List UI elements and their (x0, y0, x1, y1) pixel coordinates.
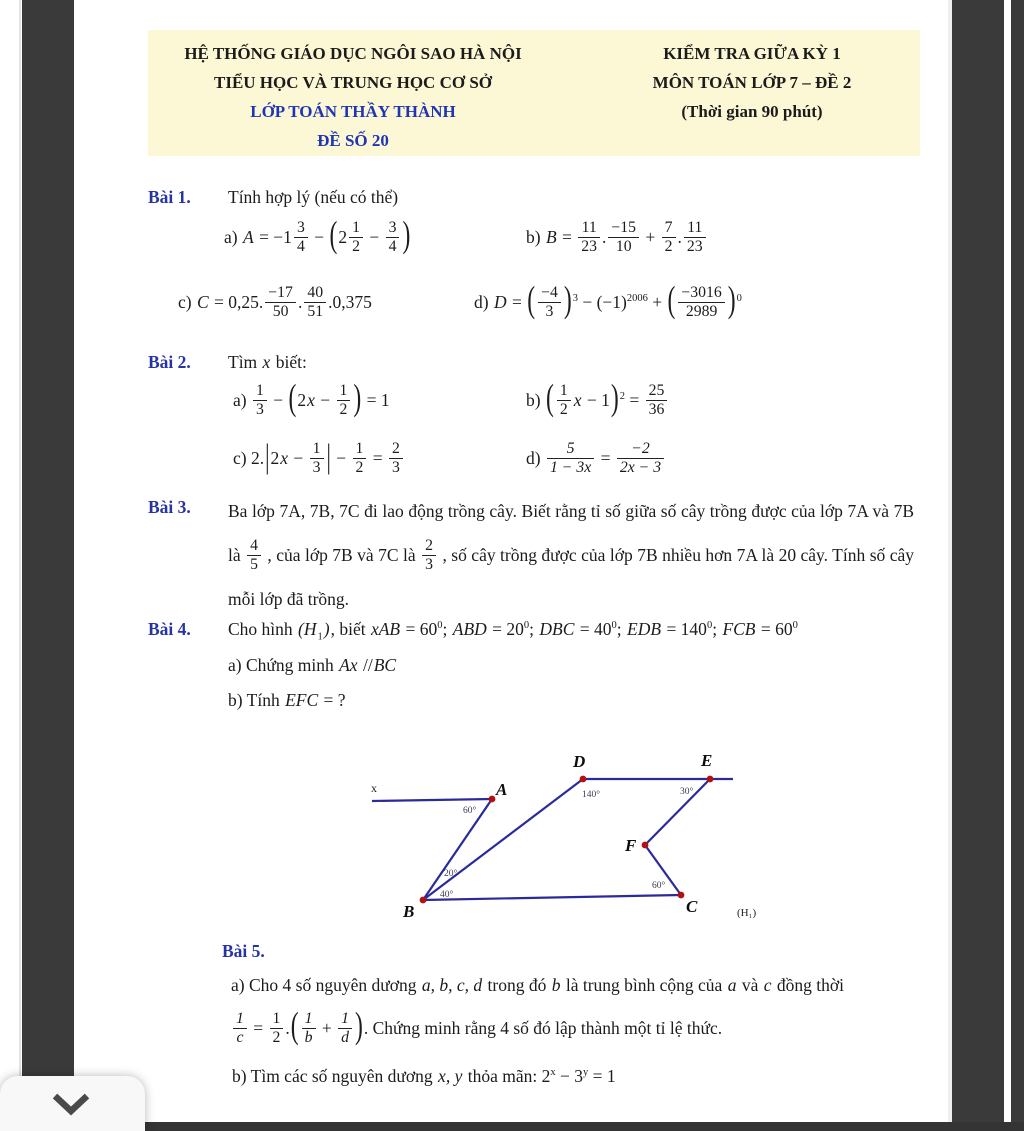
problem-1-label: Bài 1. (148, 187, 191, 207)
school-level: TIỂU HỌC VÀ TRUNG HỌC CƠ SỞ (213, 73, 493, 92)
label-F: F (625, 836, 637, 855)
chevron-down-icon (50, 1091, 92, 1117)
viewer-right-edge-bar (1011, 0, 1024, 1131)
problem-3-label: Bài 3. (148, 497, 191, 517)
school-name: HỆ THỐNG GIÁO DỤC NGÔI SAO HÀ NỘI (184, 44, 522, 63)
label-A: A (496, 780, 508, 799)
label-B: B (403, 902, 415, 921)
point-e-dot (707, 776, 714, 783)
document-page (74, 0, 948, 1122)
problem-4-title: Cho hình $(H_1)$, biết xAB = $60^0$; ABD = $20^0$; DBC = $40^0$; EDB = $140^0$; FCB = $60^0$ (228, 619, 798, 643)
viewer-left-gutter (22, 0, 74, 1123)
viewer-bottom-bar (70, 1122, 1024, 1131)
problem-4-label: Bài 4. (148, 619, 191, 639)
problem-5a-formula: $\frac{1}{c}$ = $\frac{1}{2}$ .( $\frac{1}{b}$ + $\frac{1}{d}$ ). Chứng minh rằng 4 số đó lập thành một tỉ lệ thức. (231, 1003, 722, 1053)
point-b-dot (420, 897, 427, 904)
label-x-ray: x (371, 781, 377, 795)
problem-3-text: Ba lớp 7A, 7B, 7C đi lao động trồng cây. Biết rằng tỉ số giữa số cây trồng được của lớp 7A và 7B là $\frac{4}{5}$ , của lớp 7B và 7C là $\frac{2}{3}$ , số cây trồng được của lớp 7B nhiều hơn 7A là 20 cây. Tính số cây mỗi lớp đã trồng. (228, 501, 914, 609)
problem-2-label: Bài 2. (148, 352, 191, 372)
formula-2d: d) $\frac{5}{1 - 3x}$ = $\frac{-2}{2x - 3}$ (526, 433, 666, 483)
problem-1-title: Tính hợp lý (nếu có thể) (228, 187, 399, 207)
formula-1a: a) A = −1 $\frac{3}{4}$ − (2 $\frac{1}{2}$ − $\frac{3}{4}$ ) (224, 215, 411, 256)
problem-4b: b) Tính EFC = ? (228, 690, 346, 710)
figure-lines (372, 779, 733, 900)
point-d-dot (580, 776, 587, 783)
formula-1b: b) B = $\frac{11}{23}$ . $\frac{-15}{10}$ + $\frac{7}{2}$ . $\frac{11}{23}$ (526, 212, 708, 262)
label-E: E (701, 751, 713, 770)
formula-2a: a) $\frac{1}{3}$ − (2x − $\frac{1}{2}$ ) = 1 (233, 378, 390, 419)
angle-40-at-B: 40° (440, 890, 454, 900)
exam-header-right-column (596, 39, 908, 126)
geometry-figure (335, 745, 775, 935)
figure-caption: (H₁) (737, 907, 757, 919)
ray-ax (372, 799, 492, 801)
viewer-right-gutter (952, 0, 1004, 1131)
exam-title: KIỂM TRA GIỮA KỲ 1 (663, 44, 841, 63)
exam-number: ĐỀ SỐ 20 (317, 131, 389, 150)
problem-4a: a) Chứng minh Ax //BC (228, 655, 397, 675)
formula-2b: b) ( $\frac{1}{2}$ x − 1)$^2$ = $\frac{25}{36}$ (526, 375, 669, 425)
segment-ab (423, 799, 492, 900)
collapse-button[interactable] (0, 1076, 145, 1131)
angle-60-at-C: 60° (652, 881, 666, 891)
viewer-left-edge-line (19, 0, 21, 1131)
point-a-dot (489, 796, 496, 803)
angle-140-at-D: 140° (582, 790, 601, 800)
segment-ef (645, 779, 710, 845)
segment-bc (423, 895, 681, 900)
exam-subject: MÔN TOÁN LỚP 7 – ĐỀ 2 (652, 73, 852, 92)
exam-header-left-column (158, 39, 548, 155)
exam-duration: (Thời gian 90 phút) (681, 102, 823, 121)
formula-1c: c) C = 0,25. $\frac{-17}{50}$ . $\frac{40}{51}$ .0,375 (178, 283, 372, 320)
problem-5a: a) Cho 4 số nguyên dương a, b, c, d trong đó b là trung bình cộng của a và c đồng thời (231, 975, 844, 995)
problem-5-label: Bài 5. (222, 941, 265, 961)
point-c-dot (678, 892, 685, 899)
formula-2c: c) 2.|2x − $\frac{1}{3}$ | − $\frac{1}{2}$ = $\frac{2}{3}$ (233, 433, 405, 483)
class-name: LỚP TOÁN THẦY THÀNH (250, 102, 456, 121)
angle-60-at-A: 60° (463, 806, 477, 816)
formula-1d: d) D = ( $\frac{-4}{3}$ )$^3 - (-1)^{2006}$ + ( $\frac{-3016}{2989}$ )$^0$ (474, 280, 742, 321)
problem-5b: b) Tìm các số nguyên dương x, y thỏa mãn: $2^x - 3^y = 1$ (232, 1066, 616, 1086)
problem-2-title: Tìm x biết: (228, 352, 307, 372)
label-D: D (573, 752, 586, 771)
label-C: C (686, 897, 698, 916)
angle-20-at-B: 20° (444, 869, 458, 879)
exam-header (148, 30, 920, 156)
angle-30-at-E: 30° (680, 787, 694, 797)
point-f-dot (642, 842, 649, 849)
